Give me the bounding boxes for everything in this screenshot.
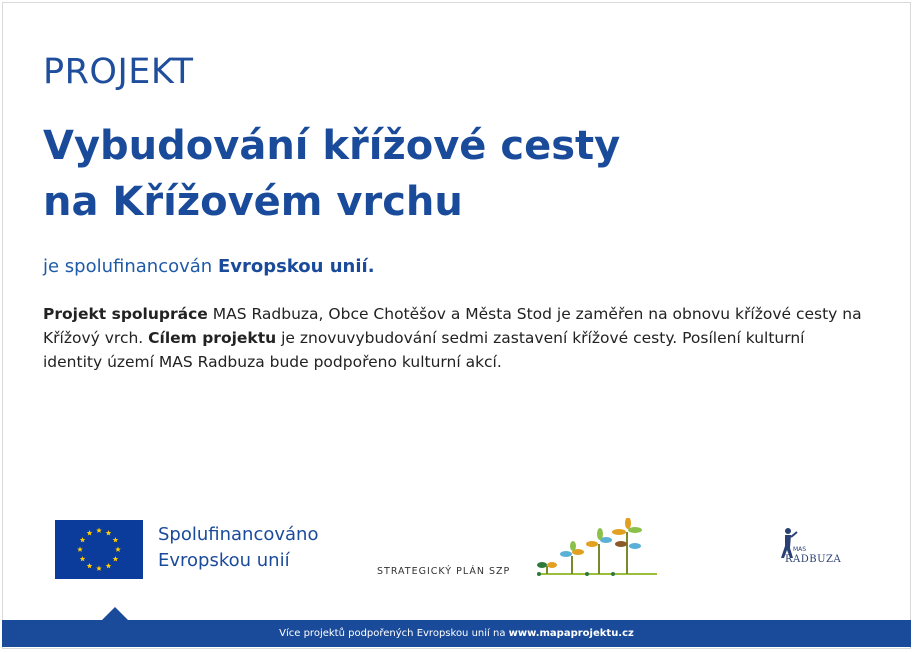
subtitle-prefix: je spolufinancován (43, 256, 218, 277)
eu-text-line-1: Spolufinancováno (158, 524, 319, 545)
mas-small-label: MAS (793, 546, 807, 553)
eyebrow-label: PROJEKT (43, 52, 194, 92)
eu-star (87, 530, 93, 535)
project-title (43, 118, 803, 230)
subtitle-emphasis: Evropskou unií. (217, 256, 375, 277)
eu-star (77, 547, 83, 552)
cofinance-subtitle (43, 256, 375, 277)
eu-star (106, 563, 112, 568)
desc-text-1: MAS Radbuza, Obce Chotěšov a Města Stod je zaměřen na obnovu křížové cesty na Křížový vrch. (43, 305, 862, 347)
eu-star (87, 563, 93, 568)
project-title-line-1: Vybudování křížové cesty (43, 123, 621, 169)
desc-bold-2: Cílem projektu (148, 329, 277, 347)
footer-bar (2, 620, 911, 647)
desc-text-2: je znovuvybudování sedmi zastavení křížové cesty. Posílení kulturní identity území MAS Radbuza bude podpořeno kulturní akcí. (43, 329, 805, 371)
project-description (43, 302, 863, 374)
mas-name: RADBUZA (785, 554, 842, 565)
eu-stars-icon (55, 520, 143, 579)
project-title-line-2: na Křížovém vrchu (43, 179, 463, 225)
footer-text: Více projektů podpořených Evropskou unií na (279, 628, 509, 639)
eu-star (115, 547, 121, 552)
szp-label: STRATEGICKÝ PLÁN SZP (377, 566, 511, 577)
eu-star (96, 566, 102, 571)
eu-star (80, 556, 86, 561)
desc-bold-1: Projekt spolupráce (43, 305, 208, 323)
szp-logo (377, 518, 662, 580)
eu-star (106, 530, 112, 535)
eu-flag-logo (55, 520, 143, 579)
eu-text-line-2: Evropskou unií (158, 550, 290, 571)
mas-radbuza-logo (775, 524, 857, 572)
footer-link[interactable]: www.mapaprojektu.cz (508, 628, 634, 639)
eu-star (113, 537, 119, 542)
eu-star (96, 528, 102, 533)
eu-cofinance-text (158, 522, 318, 574)
eu-star (80, 537, 86, 542)
sprouts-icon (527, 518, 662, 580)
eu-star (113, 556, 119, 561)
footer-notch (102, 607, 128, 620)
